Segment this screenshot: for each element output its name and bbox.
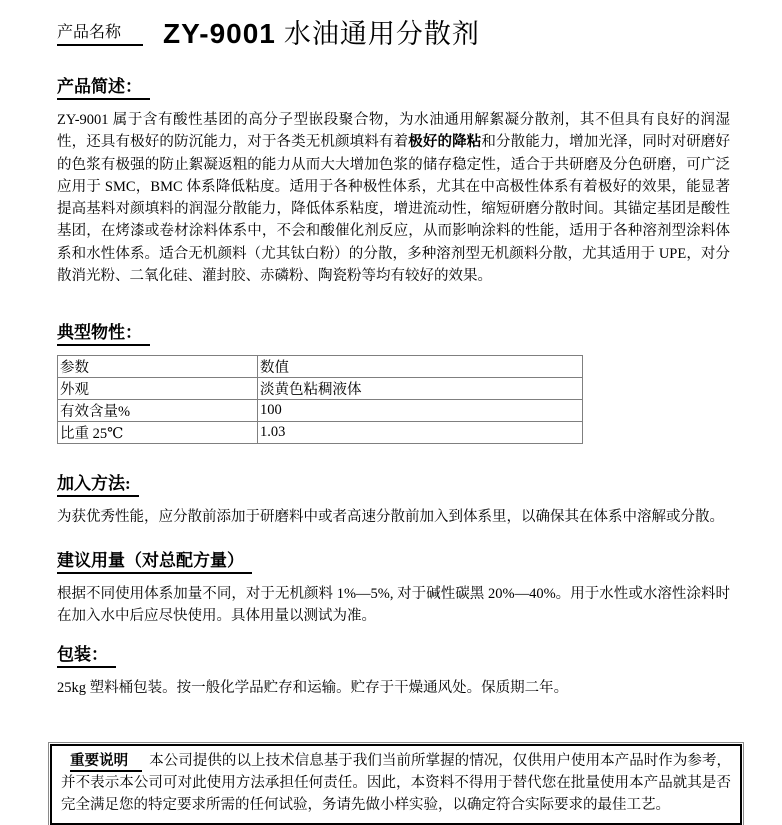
overview-paragraph: [57, 109, 730, 287]
table-row: [58, 378, 583, 400]
product-name-label: 产品名称: [57, 19, 143, 46]
table-header-row: [58, 356, 583, 378]
table-cell-label: 外观: [58, 378, 258, 400]
table-row: [58, 422, 583, 444]
table-cell-value: 淡黄色粘稠液体: [258, 378, 583, 400]
table-cell-label: 有效含量%: [58, 400, 258, 422]
packaging-heading: 包装：: [57, 645, 116, 668]
addition-paragraph: 为获优秀性能，应分散前添加于研磨料中或者高速分散前加入到体系里，以确保其在体系中溶解或分散。: [57, 509, 724, 526]
addition-heading: 加入方法:: [57, 474, 139, 497]
overview-text-1: ZY-9001 属于含有酸性基团的高分子型嵌段聚合物，为水油通用解絮凝分散剂，其不但具有良好的润湿性，还具有极好的防沉能力，对于各类无机颜填料有着: [57, 112, 730, 151]
disclaimer-text: 本公司提供的以上技术信息基于我们当前所掌握的情况，仅供用户使用本产品时作为参考，并不表示本公司可对此使用方法承担任何责任。因此，本资料不得用于替代您在批量使用本产品就其是否完全满足您的特定要求所需的任何试验，务请先做小样实验，以确定符合实际要求的最佳工艺。: [61, 752, 731, 813]
overview-text-2: 和分散能力，增加光泽，同时对研磨好的色浆有极强的防止絮凝返粗的能力从而大大增加色浆的储存稳定性，适合于共研磨及分色研磨，可广泛应用于 SMC，BMC 体系降低粘度。适用于各种极性体系，尤其在中高极性体系有着极好的效果，能显著提高基料对颜填料的润湿分散能力，降低体系粘度，增进流动性，缩短研磨分散时间。其锚定基团是酸性基团，在烤漆或卷材涂料体系中，不会和酸催化剂反应，从而影响涂料的性能，适用于各种溶剂型涂料体系和水性体系。适合无机颜料（尤其钛白粉）的分散，多种溶剂型无机颜料分散，尤其适用于 UPE，对分散消光粉、二氧化硅、灌封胶、赤磷粉、陶瓷粉等均有较好的效果。: [57, 134, 731, 285]
disclaimer-box: [50, 744, 742, 825]
properties-heading: 典型物性：: [57, 323, 150, 346]
disclaimer-label: 重要说明: [70, 753, 142, 772]
table-cell-value: 100: [258, 400, 583, 422]
dosage-paragraph: 根据不同使用体系加量不同，对于无机颜料 1%—5%, 对于碱性碳黑 20%—40%。用于水性或水溶性涂料时在加入水中后应尽快使用。具体用量以测试为准。: [57, 585, 730, 624]
table-row: [58, 400, 583, 422]
document-title: [57, 12, 730, 51]
product-title-cn: 水油通用分散剂: [283, 19, 480, 49]
packaging-paragraph: 25kg 塑料桶包装。按一般化学品贮存和运输。贮存于干燥通风处。保质期二年。: [57, 680, 569, 697]
properties-table: [57, 355, 583, 444]
table-cell-label: 比重 25℃: [58, 422, 258, 444]
overview-text-bold: 极好的降粘: [408, 134, 482, 151]
section-overview: [57, 77, 730, 287]
table-header-value: 数值: [258, 356, 583, 378]
dosage-heading: 建议用量（对总配方量）: [57, 551, 252, 574]
section-packaging: [57, 645, 730, 699]
section-addition: [57, 474, 730, 528]
product-model: ZY-9001: [163, 18, 276, 49]
section-properties: [57, 323, 730, 444]
section-dosage: [57, 551, 730, 628]
overview-heading: 产品简述：: [57, 77, 150, 100]
table-cell-value: 1.03: [258, 422, 583, 444]
table-header-parameter: 参数: [58, 356, 258, 378]
